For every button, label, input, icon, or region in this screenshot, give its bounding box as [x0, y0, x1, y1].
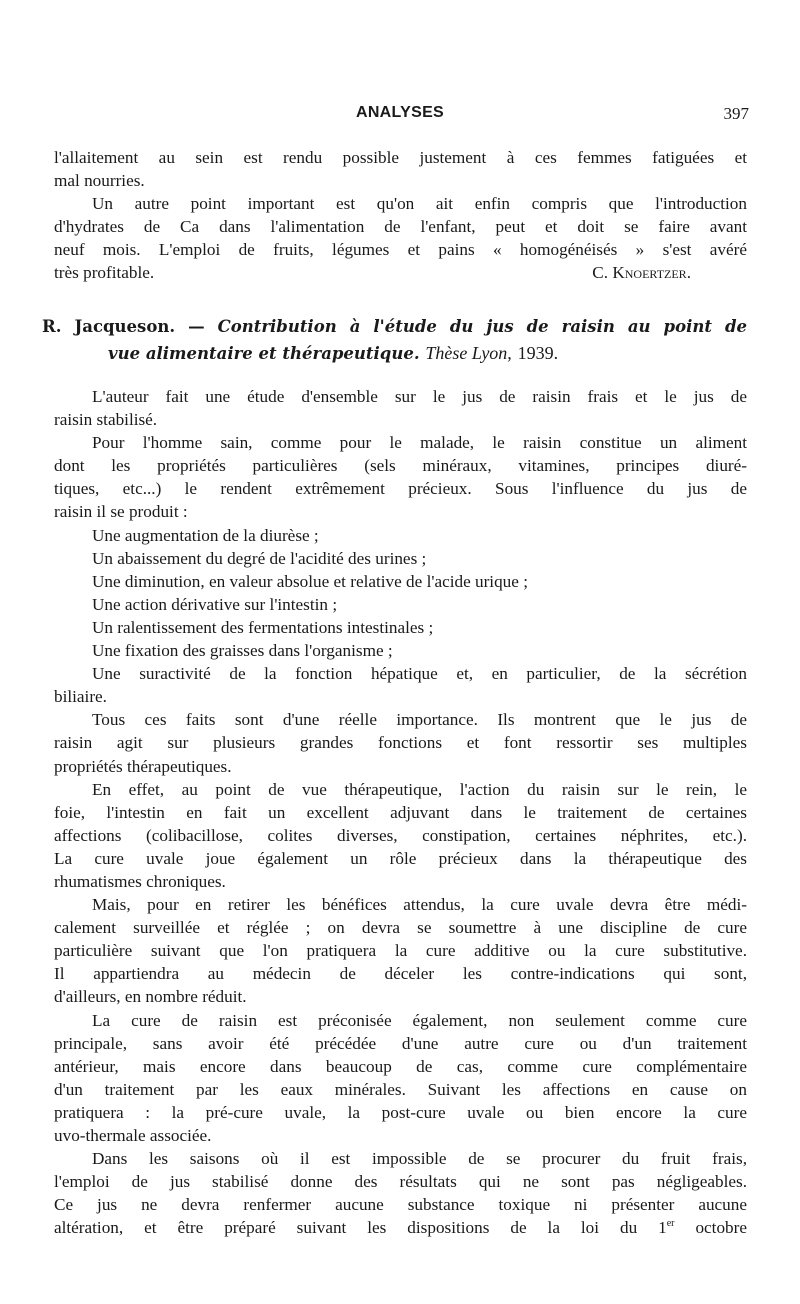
text-line: raisin stabilisé.: [54, 410, 158, 430]
text-line: antérieur, mais encore dans beaucoup de cas, comme cure complémentaire: [54, 1056, 747, 1076]
text-line: calement surveillée et réglée ; on devra se soumettre à une discipline de cure: [54, 918, 747, 938]
text-line: Pour l'homme sain, comme pour le malade, le raisin constitue un aliment: [92, 433, 747, 453]
heading-dash: —: [188, 317, 205, 336]
text-line-with-signature: [54, 261, 747, 284]
text-line: raisin il se produit :: [54, 502, 188, 522]
thesis-year: 1939.: [517, 343, 559, 363]
article-heading: [42, 314, 747, 366]
text-line: affections (colibacillose, colites diverses, constipation, certaines néphrites, etc.).: [54, 825, 747, 845]
text-line: principale, sans avoir été précédée d'une autre cure ou d'un traitement: [54, 1033, 747, 1053]
text-line: Un autre point important est qu'on ait enfin compris que l'introduction: [92, 194, 747, 214]
running-title: ANALYSES: [355, 104, 445, 121]
text-line: La cure de raisin est préconisée également, non seulement comme cure: [92, 1010, 747, 1030]
article-title-part2: vue alimentaire et thérapeutique.: [108, 344, 420, 363]
list-item: Un ralentissement des fermentations intestinales ;: [92, 617, 434, 637]
second-article-body: [54, 385, 747, 1239]
text-line: d'ailleurs, en nombre réduit.: [54, 987, 247, 1007]
text-line: neuf mois. L'emploi de fruits, légumes et pains « homogénéisés » s'est avéré: [54, 240, 747, 260]
text-line: propriétés thérapeutiques.: [54, 756, 232, 776]
text-line: mal nourries.: [54, 171, 145, 191]
text-line: uvo-thermale associée.: [54, 1126, 212, 1145]
text-line: L'auteur fait une étude d'ensemble sur le jus de raisin frais et le jus de: [92, 387, 747, 406]
list-item: Un abaissement du degré de l'acidité des urines ;: [92, 548, 427, 568]
text-line: Dans les saisons où il est impossible de se procurer du fruit frais,: [92, 1149, 747, 1169]
article-title-part1: Contribution à l'étude du jus de raisin au point de: [217, 317, 747, 336]
text-line: Tous ces faits sont d'une réelle importance. Ils montrent que le jus de: [92, 710, 747, 730]
list-item: Une fixation des graisses dans l'organisme ;: [92, 641, 393, 661]
text-line: Mais, pour en retirer les bénéfices attendus, la cure uvale devra être médi-: [92, 895, 747, 915]
text-line: l'emploi de jus stabilisé donne des résultats qui ne sont pas négligeables.: [54, 1172, 747, 1192]
text-line: tiques, etc...) le rendent extrêmement précieux. Sous l'influence du jus de: [54, 479, 747, 499]
text-line: Il appartiendra au médecin de déceler les contre-indications qui sont,: [54, 964, 747, 984]
heading-line-1: [42, 314, 747, 340]
text-line: dont les propriétés particulières (sels minéraux, vitamines, principes diuré-: [54, 456, 747, 476]
text-line: particulière suivant que l'on pratiquera la cure additive ou la cure substitutive.: [54, 941, 747, 961]
text-line: La cure uvale joue également un rôle précieux dans la thérapeutique des: [54, 848, 747, 868]
text-line-end: octobre: [695, 1218, 747, 1238]
text-line: biliaire.: [54, 687, 107, 707]
running-header: [0, 100, 800, 130]
page-number: 397: [723, 104, 749, 123]
text-line: altération, et être préparé suivant les dispositions de la loi du 1: [54, 1218, 667, 1238]
list-item: Une diminution, en valeur absolue et relative de l'acide urique ;: [92, 571, 528, 591]
text-line: d'un traitement par les eaux minérales. Suivant les affections en cause on: [54, 1079, 747, 1099]
first-article: [54, 146, 747, 285]
text-line: raisin agit sur plusieurs grandes fonctions et font ressortir ses multiples: [54, 733, 747, 753]
list-item: Une augmentation de la diurèse ;: [92, 525, 319, 545]
text-line: l'allaitement au sein est rendu possible justement à ces femmes fatiguées et: [54, 148, 747, 167]
text-line: En effet, au point de vue thérapeutique, l'action du raisin sur le rein, le: [92, 779, 747, 799]
list-item: Une action dérivative sur l'intestin ;: [92, 594, 338, 614]
superscript: er: [666, 1217, 675, 1229]
text-line: foie, l'intestin en fait un excellent adjuvant dans le traitement de certaines: [54, 802, 747, 822]
thesis-label: Thèse Lyon,: [425, 343, 512, 363]
text-line: rhumatismes chroniques.: [54, 871, 226, 891]
article-author: R. Jacqueson.: [42, 317, 176, 336]
text-line: d'hydrates de Ca dans l'alimentation de l'enfant, peut et doit se faire avant: [54, 217, 747, 237]
list-item: Une suractivité de la fonction hépatique et, en particulier, de la sécrétion: [92, 664, 747, 684]
text-line: pratiquera : la pré-cure uvale, la post-cure uvale ou bien encore la cure: [54, 1102, 747, 1122]
author-signature: C. Knoertzer.: [592, 263, 691, 283]
text-line-last: [54, 1216, 747, 1239]
text-line: Ce jus ne devra renfermer aucune substance toxique ni présenter aucune: [54, 1195, 747, 1215]
text-line: très profitable.: [54, 263, 155, 283]
heading-line-2: [42, 340, 747, 366]
